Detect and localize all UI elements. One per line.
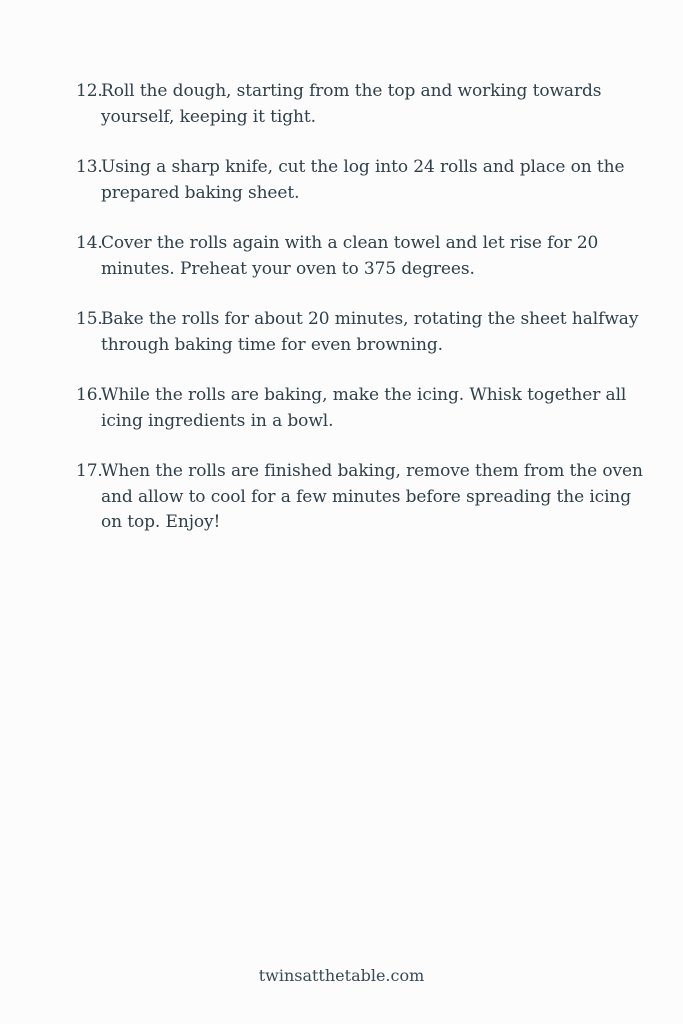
step-text: While the rolls are baking, make the icing. Whisk together all icing ingredients in a bowl. bbox=[101, 385, 627, 431]
footer-site-credit: twinsatthetable.com bbox=[258, 966, 425, 985]
step-number: 15. bbox=[76, 309, 103, 329]
step-item bbox=[76, 79, 656, 130]
instruction-steps-list bbox=[76, 79, 656, 561]
step-item bbox=[76, 307, 656, 358]
step-number: 12. bbox=[76, 81, 103, 101]
step-item bbox=[76, 383, 656, 434]
step-text: Cover the rolls again with a clean towel and let rise for 20 minutes. Preheat your oven to 375 degrees. bbox=[101, 233, 599, 279]
step-text: Using a sharp knife, cut the log into 24 rolls and place on the prepared baking sheet. bbox=[101, 157, 625, 203]
step-number: 13. bbox=[76, 157, 103, 177]
step-item bbox=[76, 231, 656, 282]
step-item bbox=[76, 155, 656, 206]
step-number: 16. bbox=[76, 385, 103, 405]
step-text: When the rolls are finished baking, remove them from the oven and allow to cool for a few minutes before spreading the icing on top. Enjoy! bbox=[101, 461, 643, 532]
step-number: 17. bbox=[76, 461, 103, 481]
step-number: 14. bbox=[76, 233, 103, 253]
step-item bbox=[76, 459, 656, 536]
step-text: Roll the dough, starting from the top and working towards yourself, keeping it tight. bbox=[101, 81, 602, 127]
step-text: Bake the rolls for about 20 minutes, rotating the sheet halfway through baking time for even browning. bbox=[101, 309, 639, 355]
